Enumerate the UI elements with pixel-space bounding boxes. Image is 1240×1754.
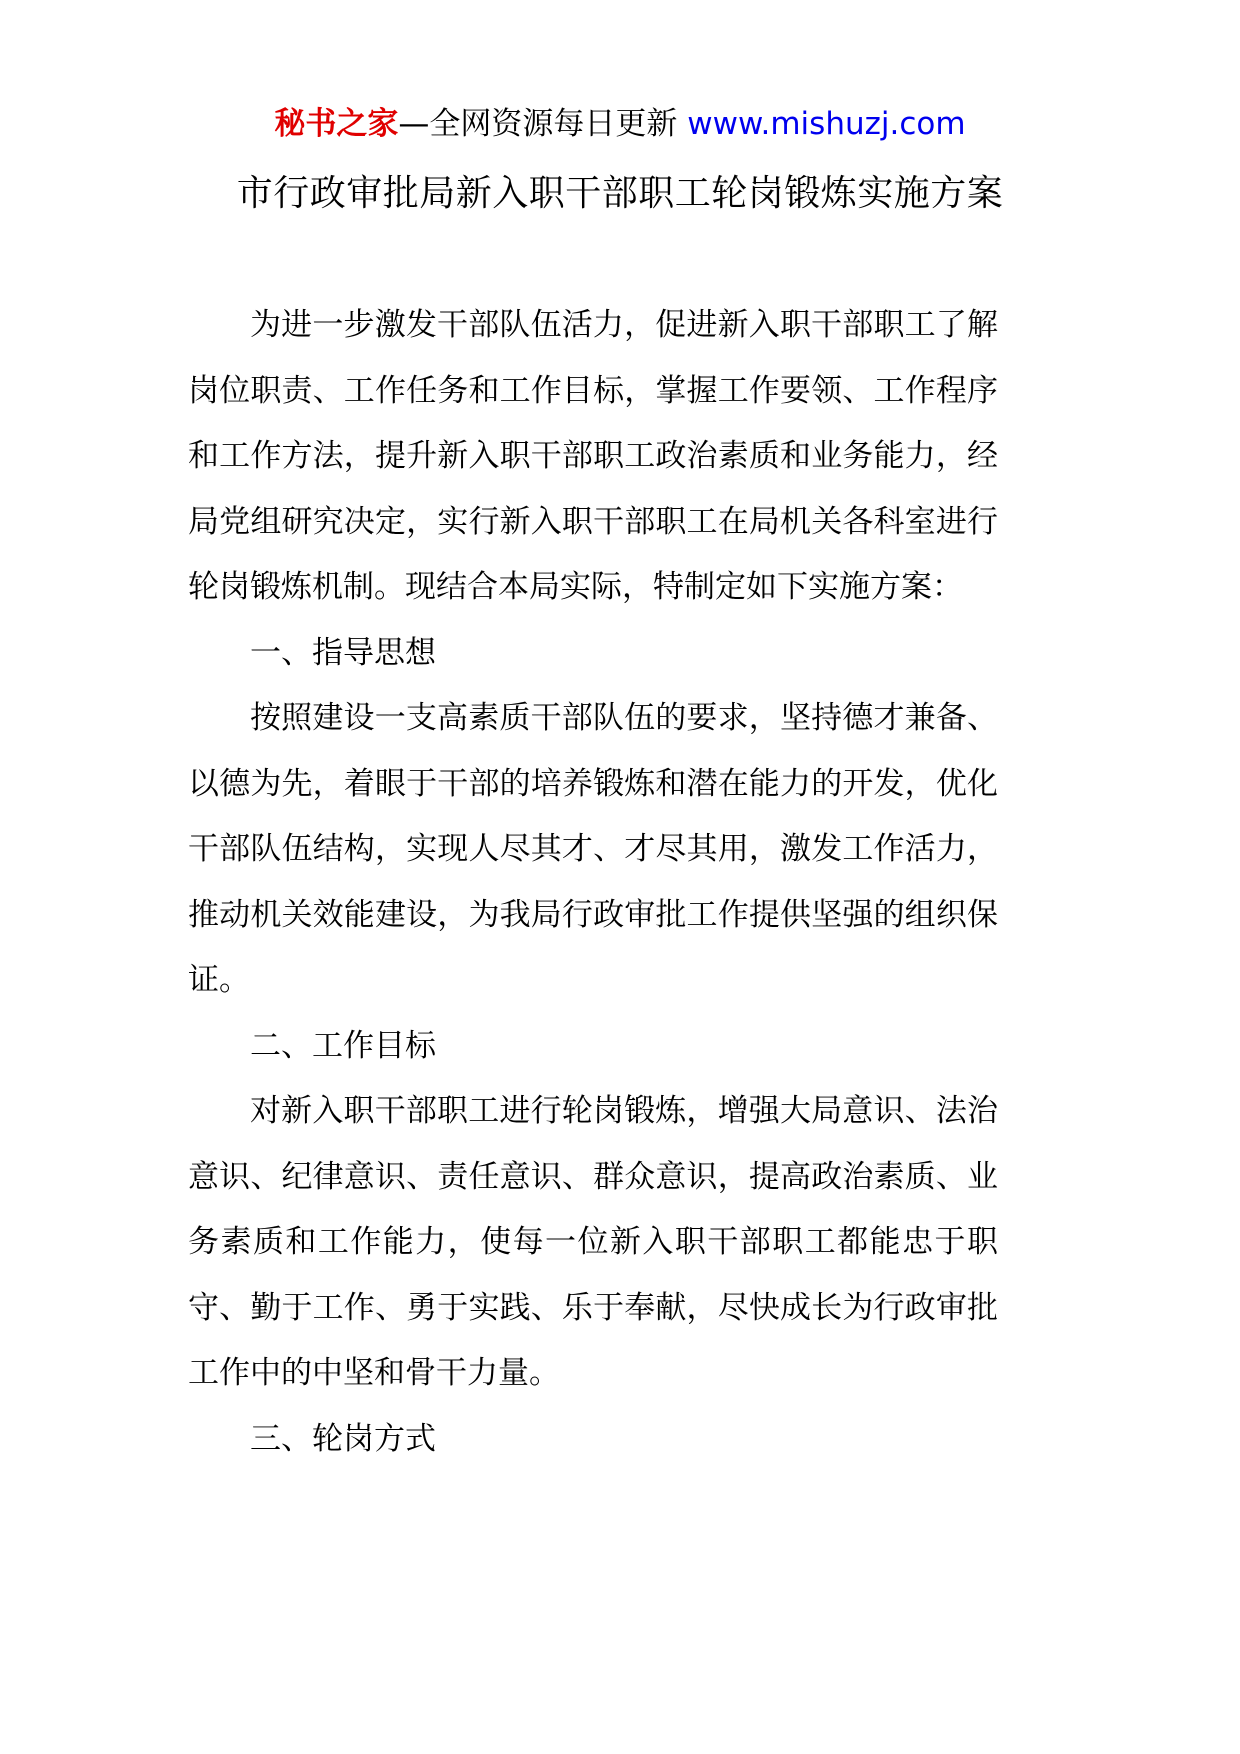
section-heading-guiding-ideology: 一、指导思想 — [250, 634, 436, 671]
section-heading-work-goals: 二、工作目标 — [250, 1027, 436, 1064]
site-url-link[interactable]: www.mishuzj.com — [687, 106, 966, 142]
section-heading-rotation-method: 三、轮岗方式 — [250, 1420, 436, 1457]
intro-paragraph: 为进一步激发干部队伍活力，促进新入职干部职工了解岗位职责、工作任务和工作目标，掌握工作要领、工作程序和工作方法，提升新入职干部职工政治素质和业务能力，经局党组研究决定，实行新入职干部职工在局机关各科室进行轮岗锻炼机制。现结合本局实际，特制定如下实施方案： — [188, 307, 998, 605]
document-title: 市行政审批局新入职干部职工轮岗锻炼实施方案 — [236, 173, 1004, 214]
brand-slogan: —全网资源每日更新 — [398, 106, 678, 142]
brand-name: 秘书之家 — [274, 106, 399, 142]
guiding-ideology-paragraph: 按照建设一支高素质干部队伍的要求，坚持德才兼备、以德为先，着眼于干部的培养锻炼和潜在能力的开发，优化干部队伍结构，实现人尽其才、才尽其用，激发工作活力，推动机关效能建设，为我局行政审批工作提供坚强的组织保证。 — [188, 700, 998, 998]
work-goals-paragraph: 对新入职干部职工进行轮岗锻炼，增强大局意识、法治意识、纪律意识、责任意识、群众意识，提高政治素质、业务素质和工作能力，使每一位新入职干部职工都能忠于职守、勤于工作、勇于实践、乐于奉献，尽快成长为行政审批工作中的中坚和骨干力量。 — [188, 1093, 998, 1391]
site-banner — [0, 100, 1240, 148]
document-body — [188, 293, 998, 1472]
